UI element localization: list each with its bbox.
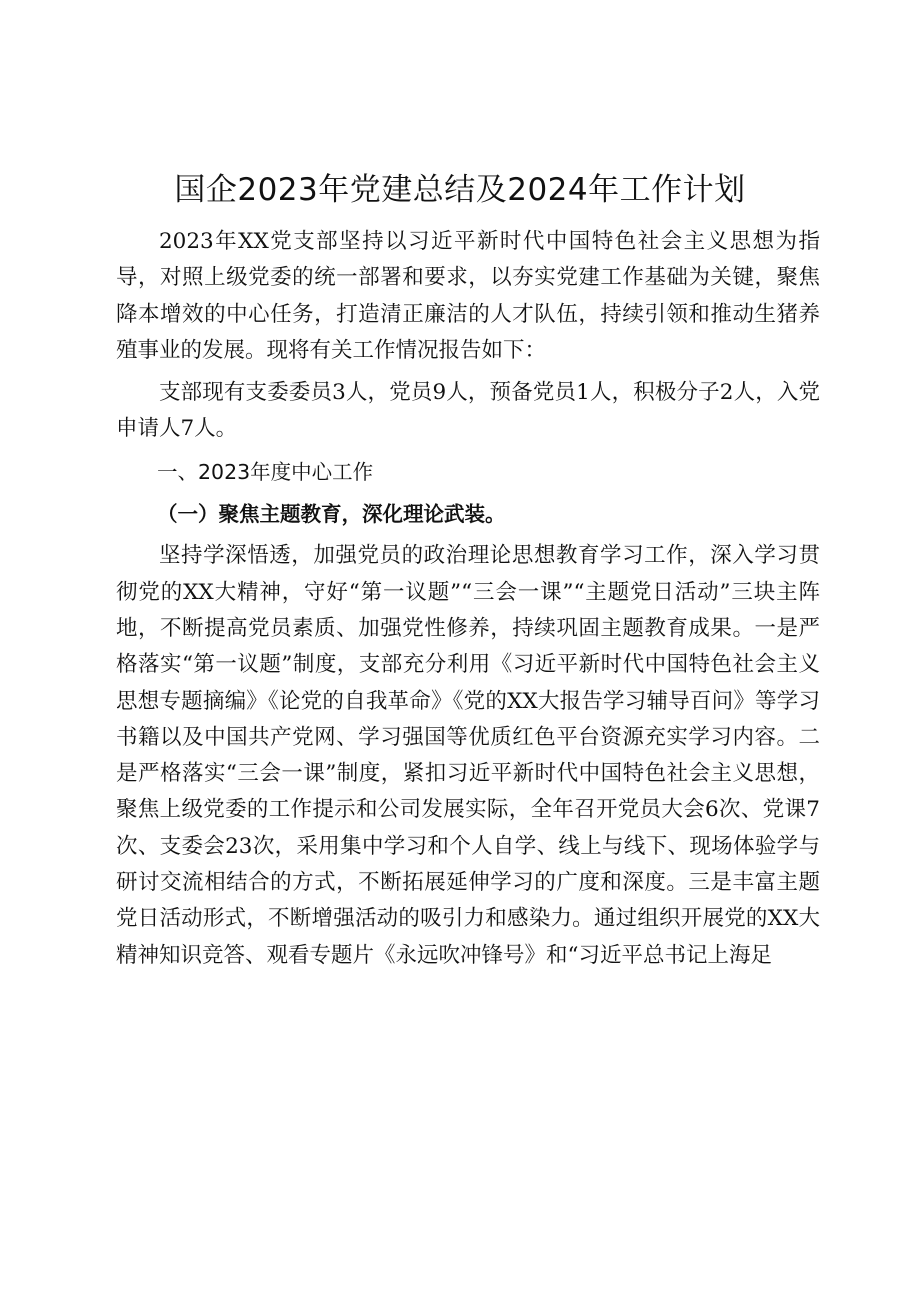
document-title: 国企2023年党建总结及2024年工作计划: [174, 172, 746, 208]
document-body: [116, 224, 820, 974]
members-paragraph: 支部现有支委委员3人，党员9人，预备党员1人，积极分子2人，入党申请人7人。: [116, 380, 820, 442]
body-paragraph: 坚持学深悟透，加强党员的政治理论思想教育学习工作，深入学习贯彻党的XX大精神，守好“第一议题”“三会一课”“主题党日活动”三块主阵地，不断提高党员素质、加强党性修养，持续巩固主题教育成果。一是严格落实“第一议题”制度，支部充分利用《习近平新时代中国特色社会主义思想专题摘编》《论党的自我革命》《党的XX大报告学习辅导百问》等学习书籍以及中国共产党网、学习强国等优质红色平台资源充实学习内容。二是严格落实“三会一课”制度，紧扣习近平新时代中国特色社会主义思想，聚焦上级党委的工作提示和公司发展实际，全年召开党员大会6次、党课7次、支委会23次，采用集中学习和个人自学、线上与线下、现场体验学与研讨交流相结合的方式，不断拓展延伸学习的广度和深度。三是丰富主题党日活动形式，不断增强活动的吸引力和感染力。通过组织开展党的XX大精神知识竞答、观看专题片《永远吹冲锋号》和“习近平总书记上海足: [116, 543, 820, 968]
subsection-heading: （一）聚焦主题教育，深化理论武装。: [157, 502, 506, 527]
intro-paragraph: 2023年XX党支部坚持以习近平新时代中国特色社会主义思想为指导，对照上级党委的统一部署和要求，以夯实党建工作基础为关键，聚焦降本增效的中心任务，打造清正廉洁的人才队伍，持续引领和推动生猪养殖事业的发展。现将有关工作情况报告如下：: [116, 229, 820, 363]
section-heading: 一、2023年度中心工作: [157, 459, 374, 484]
